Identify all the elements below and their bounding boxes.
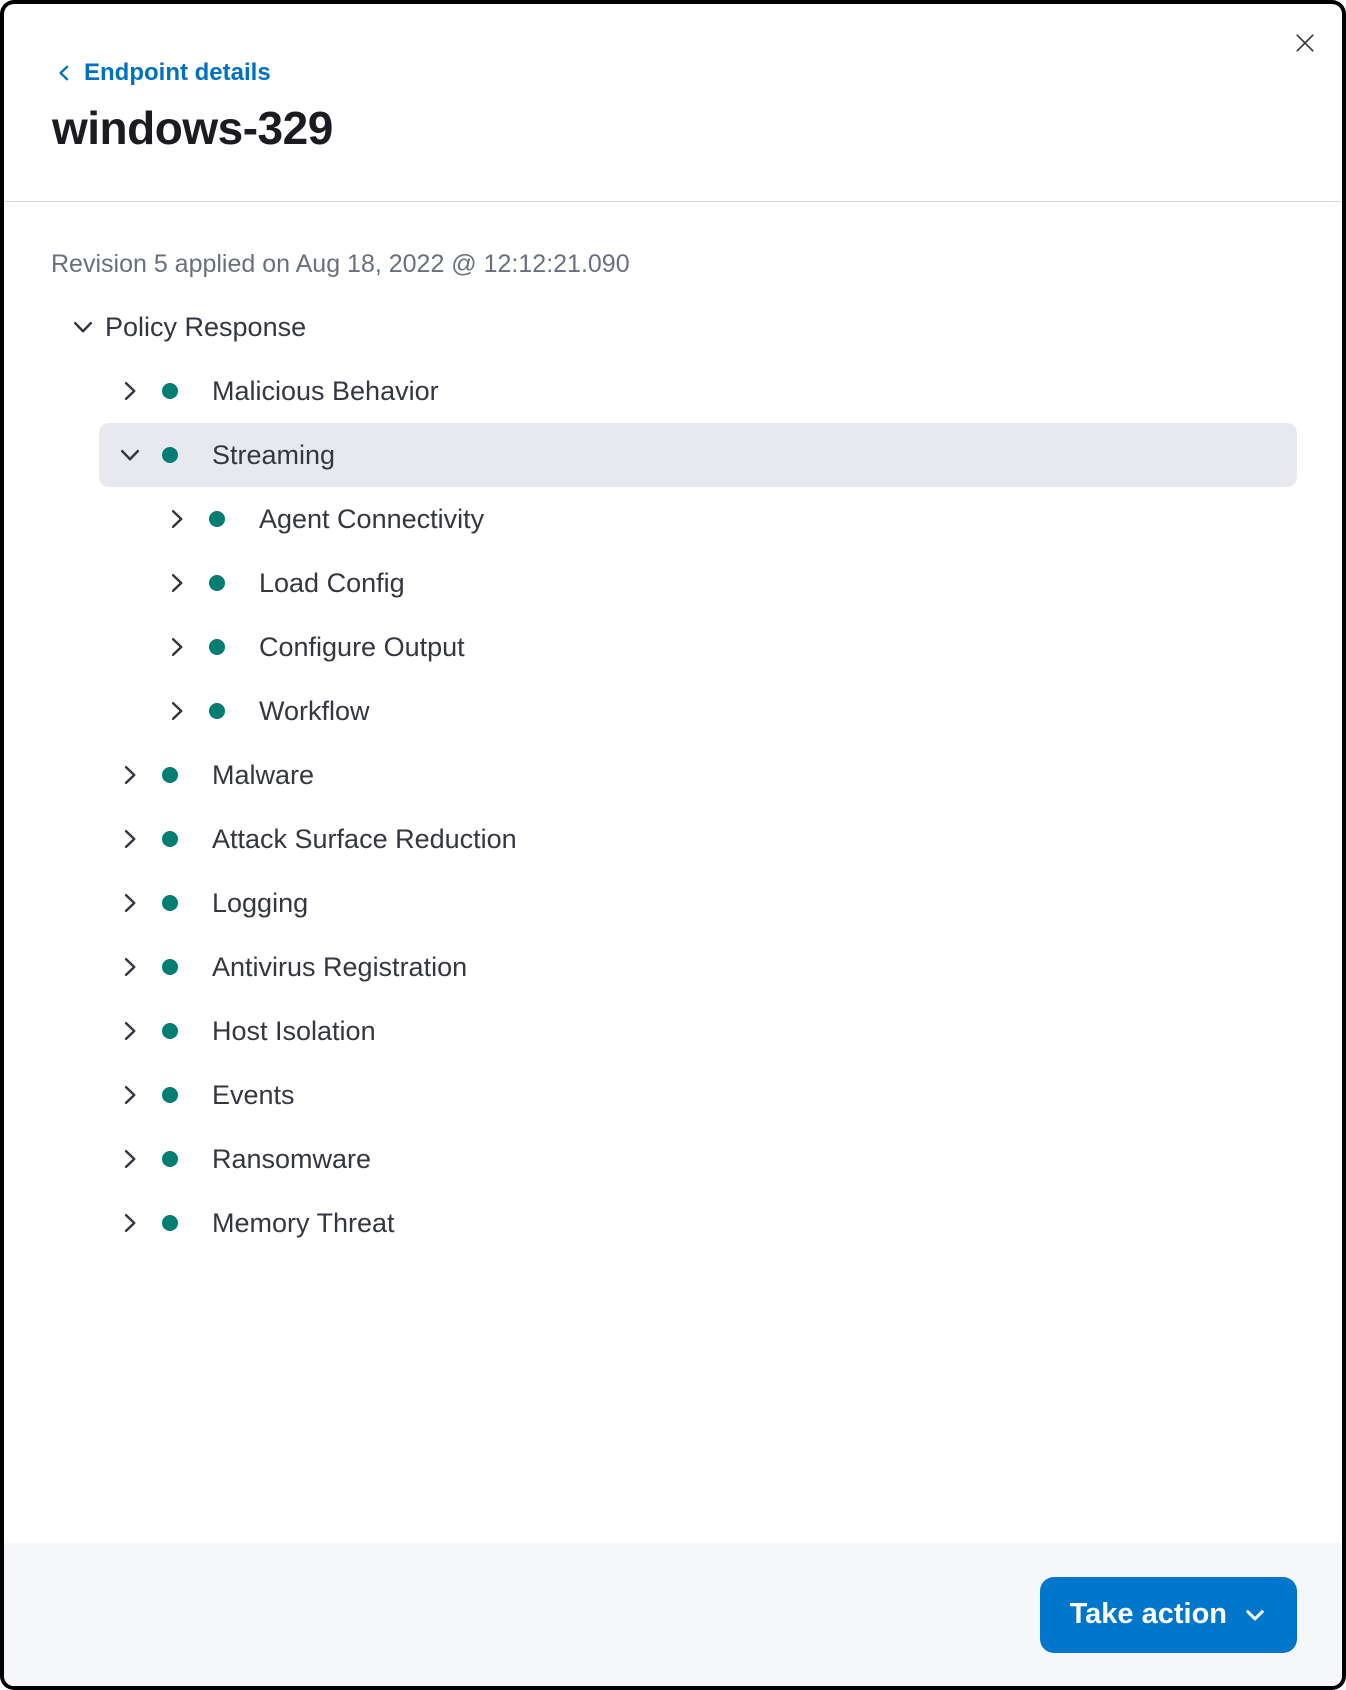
chevron-right-icon	[117, 890, 143, 916]
tree-item-malware[interactable]	[99, 743, 1297, 807]
success-status-dot-icon	[162, 1087, 178, 1103]
tree-item-antivirus-registration[interactable]	[99, 935, 1297, 999]
tree-item-memory-threat[interactable]	[99, 1191, 1297, 1255]
success-status-dot-icon	[209, 703, 225, 719]
flyout-header	[4, 4, 1342, 202]
tree-item-label: Workflow	[259, 695, 370, 726]
tree-item-malicious-behavior[interactable]	[99, 359, 1297, 423]
tree-item-label: Malicious Behavior	[212, 375, 439, 406]
flyout-body	[4, 202, 1342, 1543]
policy-response-tree	[4, 295, 1342, 1255]
tree-item-label: Agent Connectivity	[259, 503, 485, 534]
tree-item-configure-output[interactable]	[99, 615, 1297, 679]
tree-root-label: Policy Response	[105, 311, 307, 342]
chevron-right-icon	[117, 826, 143, 852]
tree-item-host-isolation[interactable]	[99, 999, 1297, 1063]
tree-item-events[interactable]	[99, 1063, 1297, 1127]
success-status-dot-icon	[162, 1023, 178, 1039]
chevron-right-icon	[117, 1210, 143, 1236]
revision-applied-text: Revision 5 applied on Aug 18, 2022 @ 12:12:21.090	[51, 250, 630, 278]
tree-item-label: Configure Output	[259, 631, 465, 662]
success-status-dot-icon	[162, 959, 178, 975]
chevron-left-icon	[54, 63, 74, 83]
success-status-dot-icon	[209, 575, 225, 591]
success-status-dot-icon	[209, 511, 225, 527]
back-link-label: Endpoint details	[84, 59, 271, 86]
success-status-dot-icon	[209, 639, 225, 655]
tree-item-load-config[interactable]	[99, 551, 1297, 615]
back-to-endpoint-details-link[interactable]	[54, 60, 271, 86]
tree-item-label: Antivirus Registration	[212, 951, 468, 982]
tree-item-label: Ransomware	[212, 1143, 372, 1174]
success-status-dot-icon	[162, 831, 178, 847]
success-status-dot-icon	[162, 895, 178, 911]
endpoint-policy-response-flyout	[4, 4, 1342, 1686]
tree-item-workflow[interactable]	[99, 679, 1297, 743]
chevron-right-icon	[117, 1146, 143, 1172]
tree-item-ransomware[interactable]	[99, 1127, 1297, 1191]
chevron-right-icon	[117, 762, 143, 788]
chevron-down-icon	[70, 314, 96, 340]
tree-item-label: Logging	[212, 887, 309, 918]
chevron-right-icon	[164, 506, 190, 532]
tree-item-label: Events	[212, 1079, 295, 1110]
take-action-label: Take action	[1069, 1598, 1227, 1630]
tree-root-policy-response[interactable]	[4, 295, 1342, 359]
flyout-footer	[4, 1543, 1342, 1686]
tree-item-agent-connectivity[interactable]	[99, 487, 1297, 551]
tree-item-label: Streaming	[212, 439, 336, 470]
page-title: windows-329	[52, 102, 333, 154]
chevron-right-icon	[117, 954, 143, 980]
tree-item-label: Malware	[212, 759, 315, 790]
tree-item-logging[interactable]	[99, 871, 1297, 935]
tree-item-label: Attack Surface Reduction	[212, 823, 517, 854]
tree-item-label: Load Config	[259, 567, 405, 598]
take-action-button[interactable]	[1040, 1577, 1297, 1653]
tree-item-label: Memory Threat	[212, 1207, 395, 1238]
chevron-right-icon	[117, 378, 143, 404]
chevron-down-icon	[117, 442, 143, 468]
success-status-dot-icon	[162, 1151, 178, 1167]
chevron-right-icon	[117, 1018, 143, 1044]
success-status-dot-icon	[162, 447, 178, 463]
tree-item-streaming[interactable]	[99, 423, 1297, 487]
tree-item-attack-surface-reduction[interactable]	[99, 807, 1297, 871]
success-status-dot-icon	[162, 1215, 178, 1231]
chevron-right-icon	[164, 634, 190, 660]
success-status-dot-icon	[162, 383, 178, 399]
tree-item-label: Host Isolation	[212, 1015, 376, 1046]
success-status-dot-icon	[162, 767, 178, 783]
chevron-right-icon	[164, 570, 190, 596]
chevron-right-icon	[117, 1082, 143, 1108]
chevron-down-icon	[1243, 1603, 1267, 1627]
chevron-right-icon	[164, 698, 190, 724]
close-icon[interactable]	[1291, 29, 1319, 57]
